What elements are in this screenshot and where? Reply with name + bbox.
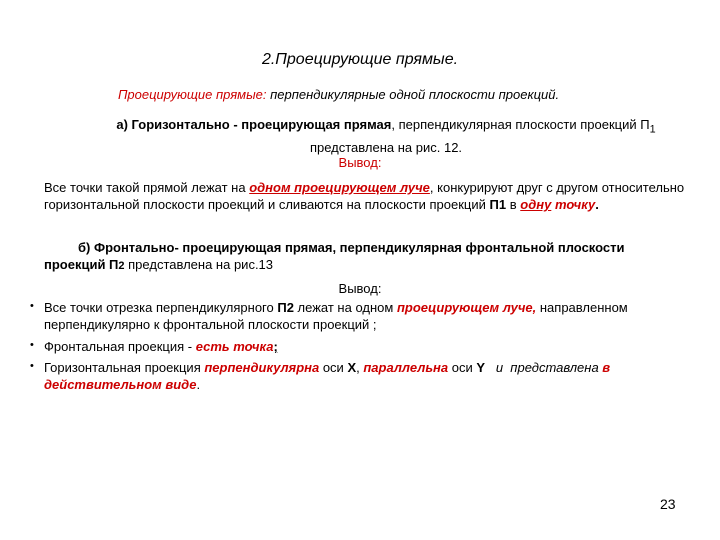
bullet-item-2 [44, 338, 694, 355]
p1-period: . [595, 197, 599, 212]
b3-text-4: оси [448, 360, 477, 375]
b1-text-2: лежат на одном [293, 300, 397, 315]
b1-emphasis-ray: проецирующем луче, [396, 300, 537, 315]
definition-term: Проецирующие прямые: [118, 87, 267, 102]
definition-line [118, 87, 559, 102]
b1-plane-label: П2 [277, 300, 294, 315]
b3-text-1: Горизонтальная проекция [44, 360, 205, 375]
b1-text-1: Все точки отрезка перпендикулярного [44, 300, 278, 315]
p1-emphasis-ray: одном проецирующем луче [249, 180, 430, 195]
bullet-item-1 [44, 299, 694, 333]
section-a-subscript: 1 [649, 123, 656, 136]
p1-plane-label: П1 [489, 197, 507, 212]
slide-title: 2.Проецирующие прямые. [261, 51, 459, 68]
page-number: 23 [660, 496, 676, 512]
b3-emphasis-parallel: параллельна [363, 360, 449, 375]
section-b-label: проекций П [44, 257, 119, 272]
section-a [86, 116, 686, 156]
b2-text-1: Фронтальная проекция - [44, 339, 196, 354]
p1-text-3: в [506, 197, 521, 212]
b1-text-3: направленном перпендикулярно к фронтальной плоскости проекций ; [44, 300, 628, 332]
b3-text-3: , [356, 360, 364, 375]
section-a-line2: представлена на рис. 12. [309, 139, 463, 155]
conclusion-paragraph-1 [44, 179, 694, 213]
b3-emphasis-true-size: в действительном виде [44, 360, 611, 392]
p1-emphasis-point: точку [554, 197, 596, 212]
section-b [44, 239, 694, 275]
b2-semicolon: ; [273, 339, 278, 354]
b3-axis-y: Y [476, 360, 486, 375]
b3-axis-x: Х [347, 360, 357, 375]
conclusion-label-1: Вывод: [338, 155, 382, 170]
b2-emphasis-point: есть точка [195, 339, 274, 354]
conclusion-label-2: Вывод: [338, 281, 382, 296]
b3-emphasis-perpendicular: перпендикулярна [204, 360, 320, 375]
p1-emphasis-one: одну [520, 197, 552, 212]
b3-text-2: оси [319, 360, 348, 375]
p1-text-1: Все точки такой прямой лежат на [44, 180, 250, 195]
section-b-line1: б) Фронтально- проецирующая прямая, перпендикулярная фронтальной плоскости [78, 240, 625, 255]
section-a-label: а) Горизонтально - проецирующая прямая [116, 117, 392, 132]
bullet-marker-1: • [30, 300, 34, 312]
bullet-marker-3: • [30, 360, 34, 372]
definition-text: перпендикулярные одной плоскости проекций. [266, 87, 560, 102]
bullet-marker-2: • [30, 339, 34, 351]
b3-text-5: и представлена [485, 360, 603, 375]
b3-period: . [196, 377, 201, 392]
section-b-subscript: 2 [118, 260, 125, 272]
bullet-item-3 [44, 359, 694, 393]
section-b-text: представлена на рис.13 [124, 257, 274, 272]
section-a-text: , перпендикулярная плоскости проекций П [391, 117, 650, 132]
p1-text-2: , конкурируют друг с другом относительно горизонтальной плоскости проекций и сливаются на плоскости проекций [44, 180, 685, 212]
